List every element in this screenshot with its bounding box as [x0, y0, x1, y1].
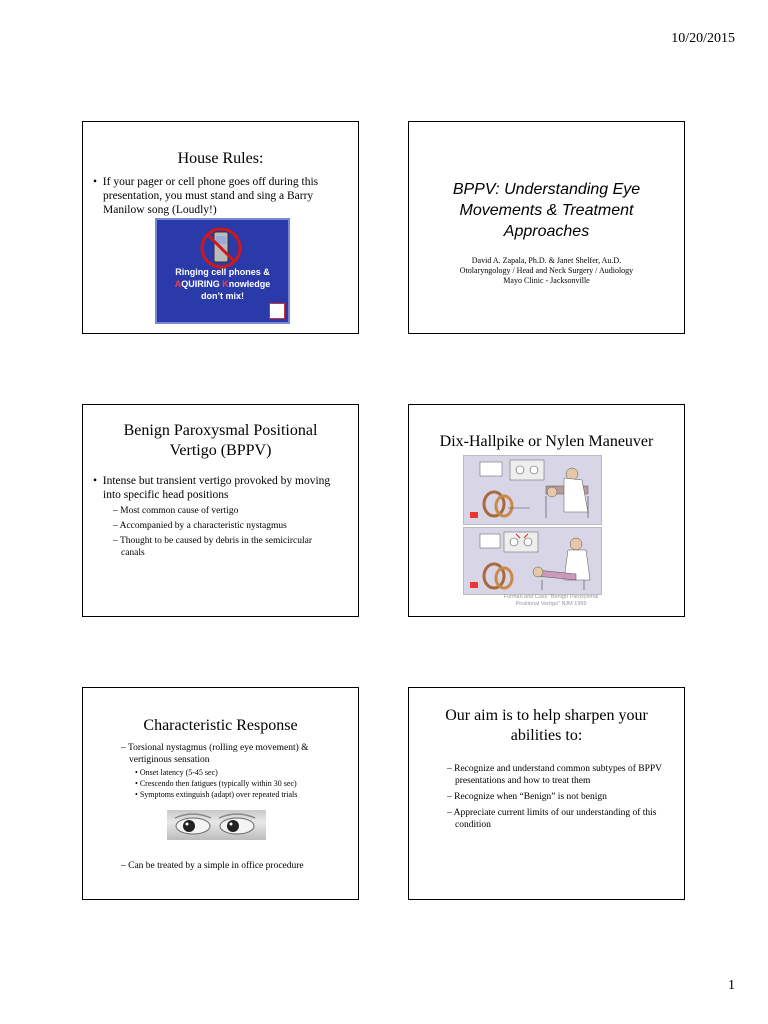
- sub-sub-bullet: • Onset latency (5-45 sec): [135, 768, 218, 777]
- sub-bullet: – Recognize when “Benign” is not benign: [447, 792, 607, 802]
- maneuver-illustration-bottom: [463, 527, 602, 595]
- sub-bullet: – Thought to be caused by debris in the semicircular canals: [113, 536, 313, 558]
- slide-house-rules: [82, 121, 359, 334]
- slide-characteristic-response: [82, 687, 359, 900]
- slide-title: Our aim is to help sharpen your abilities to:: [445, 707, 648, 744]
- sub-bullet: – Most common cause of vertigo: [113, 506, 239, 516]
- slide-dix-hallpike: [408, 404, 685, 617]
- eyes-icon: [167, 810, 266, 840]
- sub-bullet: – Accompanied by a characteristic nystagmus: [113, 521, 287, 531]
- sub-bullet-list: [409, 763, 684, 831]
- banner-line-3: don’t mix!: [201, 291, 244, 301]
- sub-sub-bullet-list: [83, 767, 358, 800]
- sub-bullet: – Torsional nystagmus (rolling eye movement) & vertiginous sensation: [121, 743, 309, 765]
- maneuver-diagram: [464, 456, 601, 524]
- slide-title: Dix-Hallpike or Nylen Maneuver: [439, 433, 654, 450]
- logo-icon: [269, 303, 285, 319]
- slide-title: Characteristic Response: [143, 717, 298, 734]
- bullet: • Intense but transient vertigo provoked by moving into specific head positions: [93, 475, 331, 501]
- sub-sub-bullet: • Crescendo then fatigues (typically within 30 sec): [135, 779, 297, 788]
- bullet-list: [83, 175, 358, 217]
- sub-bullet-list: [117, 860, 304, 872]
- banner-line-2: AQUIRING Knowledge: [174, 279, 271, 289]
- page-number: 1: [728, 978, 735, 993]
- sub-bullet: – Appreciate current limits of our understanding of this condition: [447, 808, 657, 830]
- cell-phone-banner: [155, 218, 290, 324]
- sub-bullet-list: [83, 742, 358, 766]
- slide-aims: [408, 687, 685, 900]
- header-date: 10/20/2015: [671, 31, 735, 46]
- maneuver-diagram: [464, 528, 601, 594]
- authors: David A. Zapala, Ph.D. & Janet Shelfer, Au.D.: [471, 256, 622, 265]
- department: Otolaryngology / Head and Neck Surgery / Audiology: [459, 266, 634, 275]
- slide-title: House Rules:: [177, 150, 264, 167]
- slide-bppv-definition: [82, 404, 359, 617]
- bullet-list: [83, 474, 358, 502]
- institution: Mayo Clinic - Jacksonville: [503, 276, 590, 285]
- banner-line-1: Ringing cell phones &: [175, 267, 270, 277]
- slide-title-page: [408, 121, 685, 334]
- slide-title: Benign Paroxysmal Positional Vertigo (BPPV): [123, 422, 318, 459]
- sub-bullet-list: [83, 505, 358, 559]
- figure-caption: Furman and Cass "Benign Paroxysmal Positional Vertigo" NJM 1999: [503, 594, 599, 607]
- bullet: • If your pager or cell phone goes off during this presentation, you must stand and sing a Barry Manilow song (Loudly!): [93, 176, 319, 216]
- presentation-title: BPPV: Understanding Eye Movements & Treatment Approaches: [452, 181, 641, 240]
- sub-bullet: – Can be treated by a simple in office procedure: [121, 861, 304, 871]
- maneuver-illustration-top: [463, 455, 602, 525]
- sub-bullet: – Recognize and understand common subtypes of BPPV presentations and how to treat them: [447, 764, 662, 786]
- sub-sub-bullet: • Symptoms extinguish (adapt) over repeated trials: [135, 790, 298, 799]
- eyes-photo: [167, 810, 266, 840]
